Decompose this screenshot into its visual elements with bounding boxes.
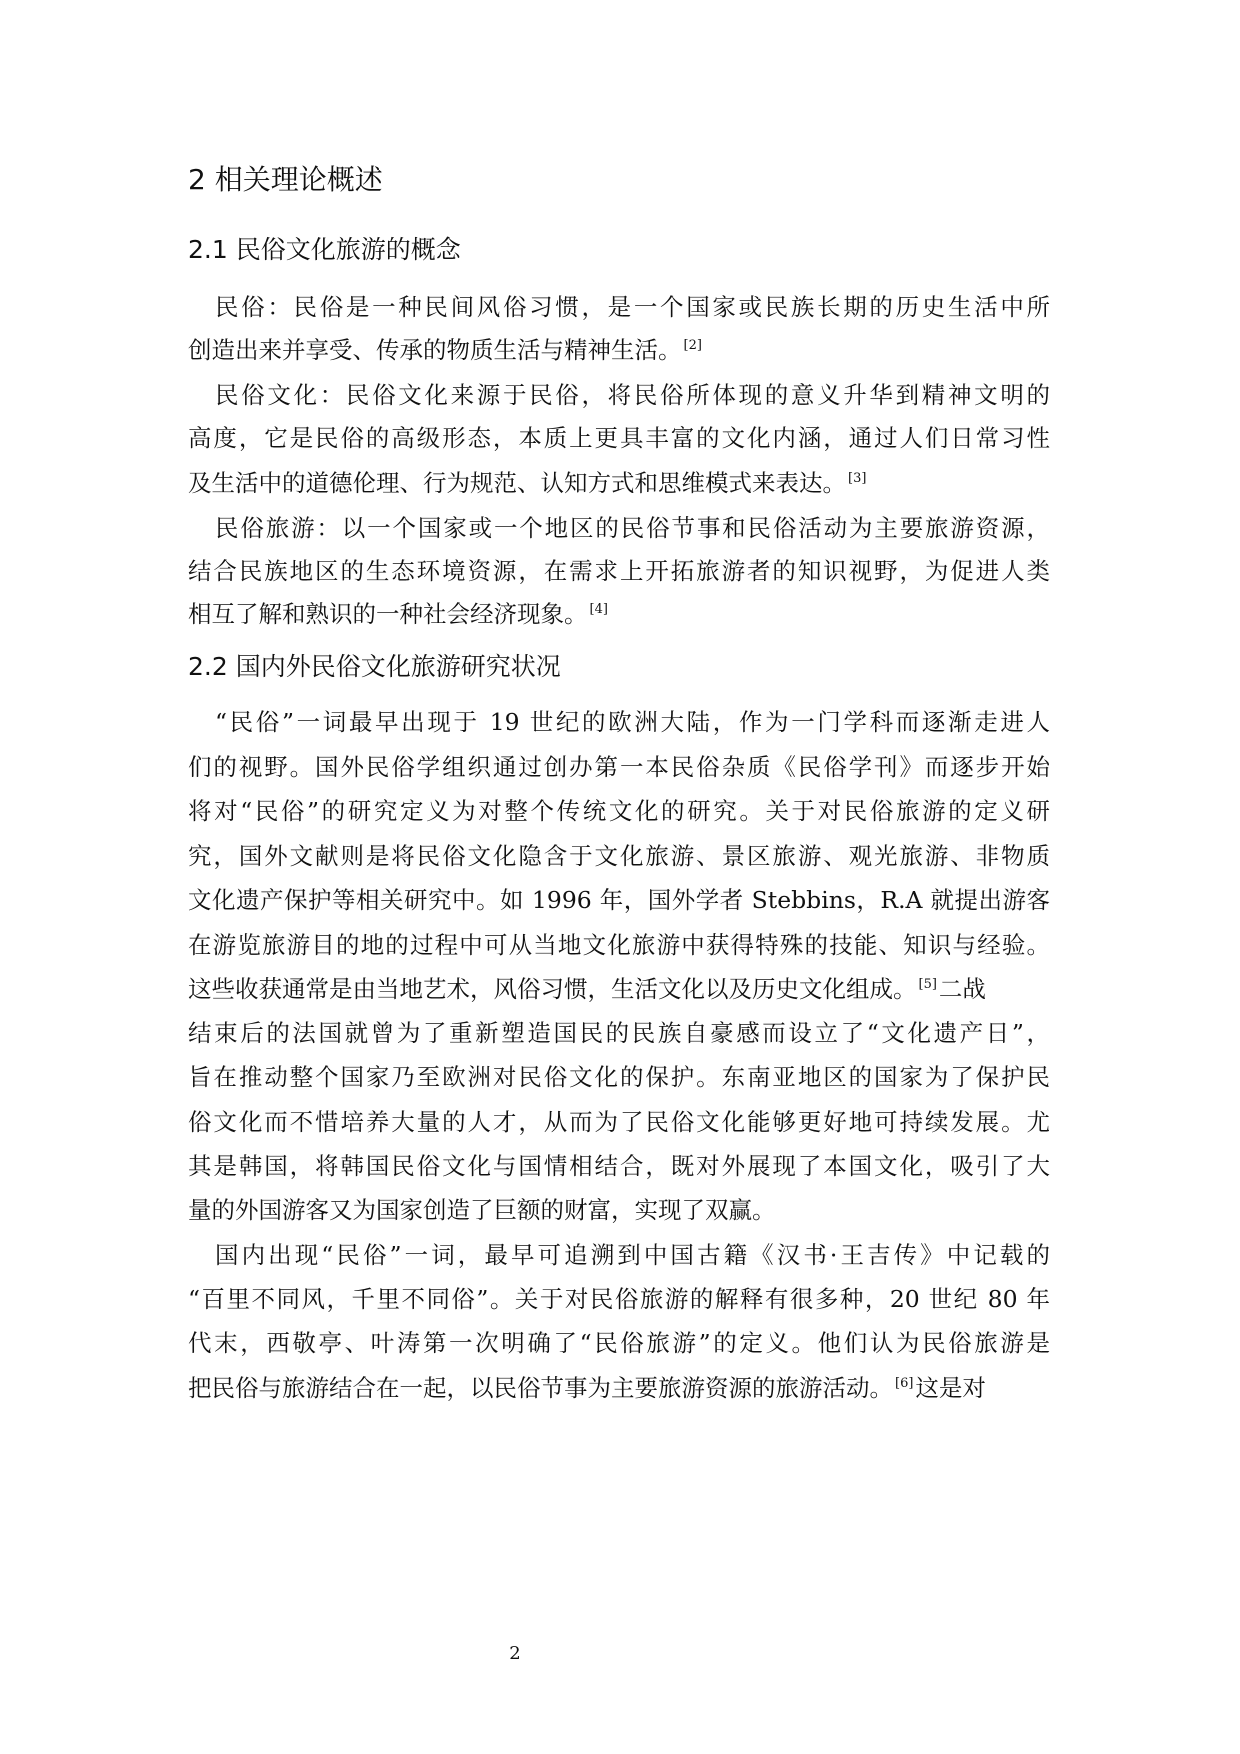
text-line <box>188 750 1050 784</box>
text-line-content: 代末，西敬亭、叶涛第一次明确了“民俗旅游”的定义。他们认为民俗旅游是 <box>188 1329 1050 1357</box>
text-line <box>188 972 1050 1006</box>
text-line <box>188 1371 1050 1405</box>
text-line <box>215 511 1050 545</box>
text-line <box>188 554 1050 588</box>
citation-ref: [6] <box>895 1376 914 1391</box>
text-line-content: 量的外国游客又为国家创造了巨额的财富，实现了双赢。 <box>188 1196 776 1224</box>
text-line <box>215 705 1050 739</box>
citation-ref: [3] <box>848 471 867 486</box>
text-line <box>188 839 1050 873</box>
text-line-content: 旨在推动整个国家乃至欧洲对民俗文化的保护。东南亚地区的国家为了保护民 <box>188 1063 1050 1091</box>
text-line-content: 在游览旅游目的地的过程中可从当地文化旅游中获得特殊的技能、知识与经验。 <box>188 931 1050 959</box>
text-continuation: 二战 <box>938 975 986 1003</box>
text-line-content: 俗文化而不惜培养大量的人才，从而为了民俗文化能够更好地可持续发展。尤 <box>188 1108 1050 1136</box>
text-line <box>188 1282 1050 1316</box>
text-line-content: 民俗文化：民俗文化来源于民俗，将民俗所体现的意义升华到精神文明的 <box>215 381 1050 409</box>
text-line-content: 们的视野。国外民俗学组织通过创办第一本民俗杂质《民俗学刊》而逐步开始 <box>188 753 1050 781</box>
text-line <box>188 883 1050 917</box>
text-line-content: “民俗”一词最早出现于 19 世纪的欧洲大陆，作为一门学科而逐渐走进人 <box>215 708 1050 736</box>
text-line <box>215 1238 1050 1272</box>
text-line-content: 及生活中的道德伦理、行为规范、认知方式和思维模式来表达。 <box>188 469 846 497</box>
text-line <box>188 1149 1050 1183</box>
text-line <box>188 1326 1050 1360</box>
text-line-content: 相互了解和熟识的一种社会经济现象。 <box>188 600 588 628</box>
text-line-content: 将对“民俗”的研究定义为对整个传统文化的研究。关于对民俗旅游的定义研 <box>188 797 1050 825</box>
text-line <box>188 1016 1050 1050</box>
text-line-content: “百里不同风，千里不同俗”。关于对民俗旅游的解释有很多种，20 世纪 80 年 <box>188 1285 1050 1313</box>
text-line <box>215 378 1050 412</box>
text-line <box>188 421 1050 455</box>
text-line-content: 把民俗与旅游结合在一起，以民俗节事为主要旅游资源的旅游活动。 <box>188 1374 893 1402</box>
text-line <box>188 928 1050 962</box>
chapter-title: 2 相关理论概述 <box>188 163 383 196</box>
text-line-content: 国内出现“民俗”一词，最早可追溯到中国古籍《汉书·王吉传》中记载的 <box>215 1241 1050 1269</box>
text-line-content: 创造出来并享受、传承的物质生活与精神生活。 <box>188 336 682 364</box>
text-line <box>188 597 1050 631</box>
citation-ref: [4] <box>589 602 608 617</box>
text-line <box>188 794 1050 828</box>
citation-ref: [2] <box>683 338 702 353</box>
citation-ref: [5] <box>918 977 937 992</box>
text-line-content: 高度，它是民俗的高级形态，本质上更具丰富的文化内涵，通过人们日常习性 <box>188 424 1050 452</box>
text-line-content: 民俗旅游：以一个国家或一个地区的民俗节事和民俗活动为主要旅游资源， <box>215 514 1050 542</box>
text-line-content: 其是韩国，将韩国民俗文化与国情相结合，既对外展现了本国文化，吸引了大 <box>188 1152 1050 1180</box>
text-line-content: 民俗：民俗是一种民间风俗习惯，是一个国家或民族长期的历史生活中所 <box>215 293 1050 321</box>
text-line <box>188 466 1050 500</box>
section-heading-2-2: 2.2 国内外民俗文化旅游研究状况 <box>188 652 561 681</box>
text-line <box>188 1060 1050 1094</box>
text-line-content: 这些收获通常是由当地艺术，风俗习惯，生活文化以及历史文化组成。 <box>188 975 917 1003</box>
text-line-content: 究，国外文献则是将民俗文化隐含于文化旅游、景区旅游、观光旅游、非物质 <box>188 842 1050 870</box>
text-line <box>215 290 1050 324</box>
text-line <box>188 1193 1050 1227</box>
page-number: 2 <box>509 1643 521 1664</box>
text-line-content: 结合民族地区的生态环境资源，在需求上开拓旅游者的知识视野，为促进人类 <box>188 557 1050 585</box>
text-line <box>188 1105 1050 1139</box>
text-line-content: 文化遗产保护等相关研究中。如 1996 年，国外学者 Stebbins，R.A 就提出游客 <box>188 886 1050 914</box>
text-line-content: 结束后的法国就曾为了重新塑造国民的民族自豪感而设立了“文化遗产日”， <box>188 1019 1050 1047</box>
section-heading-2-1: 2.1 民俗文化旅游的概念 <box>188 235 461 264</box>
text-line <box>188 333 1050 367</box>
text-continuation: 这是对 <box>915 1374 986 1402</box>
